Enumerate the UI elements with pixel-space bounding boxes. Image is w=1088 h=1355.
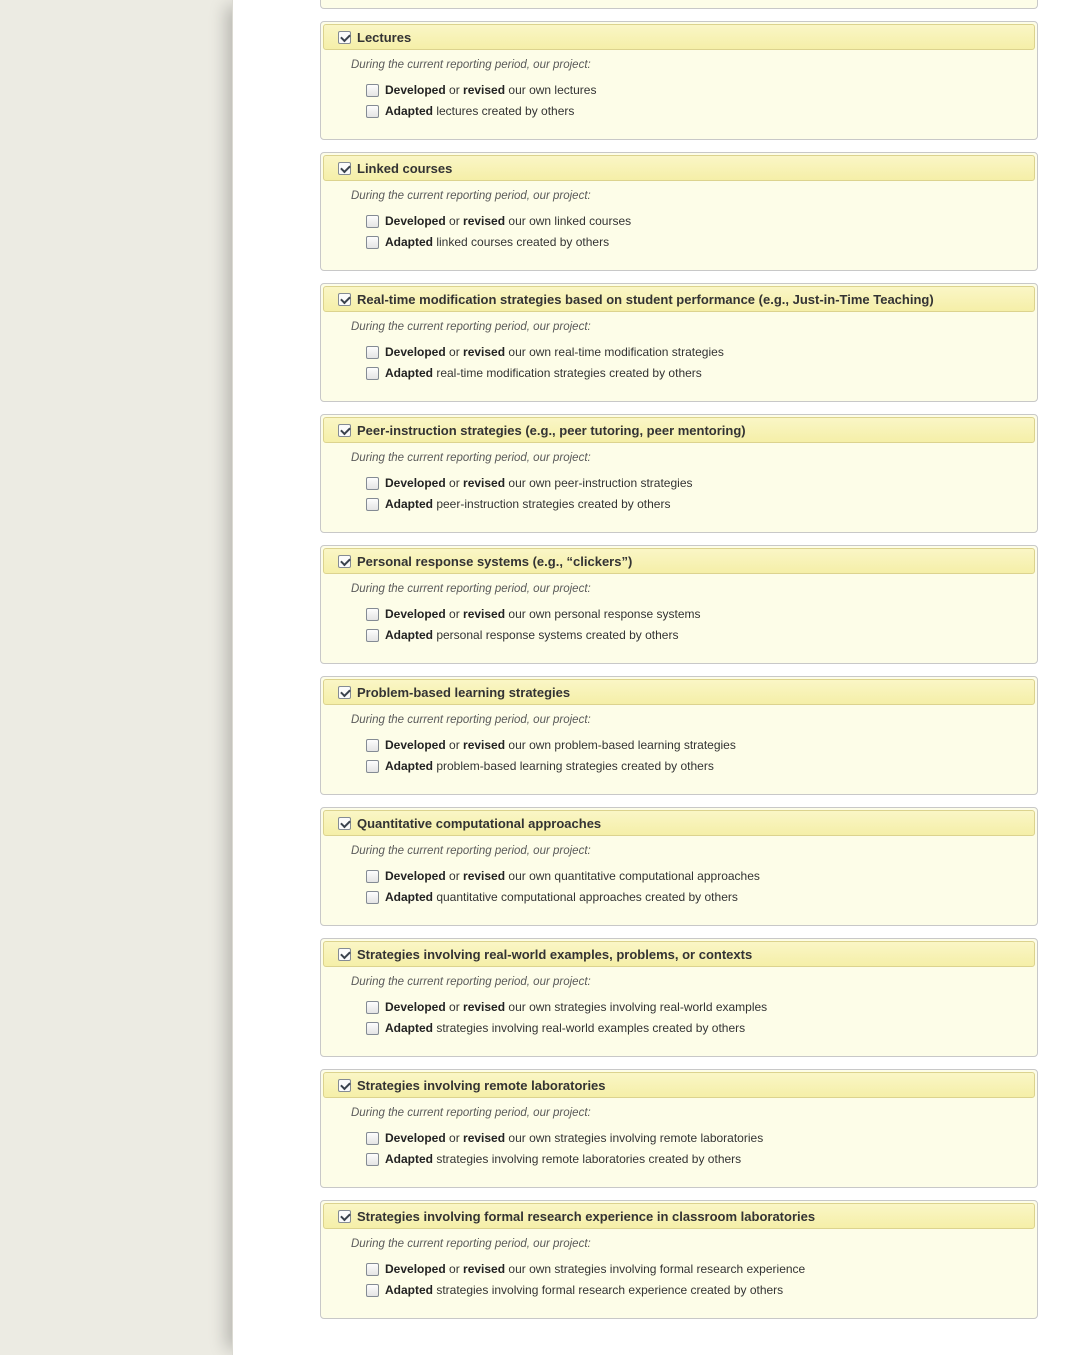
option-label — [385, 869, 760, 883]
option-label-bold: Developed — [385, 1000, 446, 1014]
option-label-text: or — [445, 607, 464, 621]
option-checkbox[interactable] — [366, 891, 379, 904]
option-row — [366, 628, 1025, 642]
option-label-text: problem-based learning strategies created by others — [433, 759, 714, 773]
option-row — [366, 1131, 1025, 1145]
strategy-section — [320, 21, 1038, 140]
strategy-section — [320, 807, 1038, 926]
option-label — [385, 607, 701, 621]
section-checkbox[interactable] — [338, 1210, 351, 1223]
option-label — [385, 345, 724, 359]
option-label-bold: Adapted — [385, 890, 433, 904]
option-row — [366, 869, 1025, 883]
option-label — [385, 1021, 745, 1035]
option-label-bold: Adapted — [385, 104, 433, 118]
option-label-text: or — [445, 1000, 464, 1014]
option-label-text: our own strategies involving formal research experience — [505, 1262, 806, 1276]
option-checkbox[interactable] — [366, 498, 379, 511]
section-body — [323, 967, 1035, 1035]
option-label-text: quantitative computational approaches created by others — [433, 890, 738, 904]
option-label-text: our own strategies involving remote laboratories — [505, 1131, 764, 1145]
option-label-bold: revised — [463, 869, 506, 883]
option-label-bold: Developed — [385, 345, 446, 359]
option-label-bold: revised — [463, 738, 506, 752]
option-label — [385, 214, 631, 228]
reporting-period-instruction: During the current reporting period, our project: — [351, 190, 591, 202]
section-title: Linked courses — [357, 160, 453, 176]
option-label-text: or — [445, 1131, 464, 1145]
option-row — [366, 235, 1025, 249]
option-label — [385, 83, 596, 97]
option-label-text: or — [445, 345, 464, 359]
section-header — [323, 1072, 1035, 1098]
option-label-text: linked courses created by others — [433, 235, 610, 249]
option-label-bold: revised — [463, 607, 506, 621]
option-label-text: or — [445, 738, 464, 752]
option-row — [366, 497, 1025, 511]
strategy-section — [320, 283, 1038, 402]
option-checkbox[interactable] — [366, 346, 379, 359]
option-label-text: or — [445, 869, 464, 883]
option-label-text: or — [445, 83, 464, 97]
option-label-text: our own real-time modification strategies — [505, 345, 724, 359]
section-header — [323, 155, 1035, 181]
section-title: Strategies involving formal research experience in classroom laboratories — [357, 1208, 816, 1224]
option-row — [366, 214, 1025, 228]
section-title: Problem-based learning strategies — [357, 684, 571, 700]
option-label — [385, 476, 693, 490]
option-label-bold: Developed — [385, 214, 446, 228]
option-row — [366, 345, 1025, 359]
option-checkbox[interactable] — [366, 1132, 379, 1145]
option-checkbox[interactable] — [366, 629, 379, 642]
reporting-period-instruction: During the current reporting period, our project: — [351, 1107, 591, 1119]
section-body — [323, 574, 1035, 642]
option-checkbox[interactable] — [366, 608, 379, 621]
option-label-text: our own quantitative computational approaches — [505, 869, 760, 883]
option-checkbox[interactable] — [366, 739, 379, 752]
previous-section-bottom-edge — [320, 0, 1038, 9]
option-label-bold: Adapted — [385, 235, 433, 249]
strategy-section — [320, 1069, 1038, 1188]
option-label-bold: Adapted — [385, 366, 433, 380]
strategy-section — [320, 414, 1038, 533]
section-checkbox[interactable] — [338, 686, 351, 699]
section-header — [323, 810, 1035, 836]
option-row — [366, 607, 1025, 621]
option-label — [385, 1131, 763, 1145]
option-label-bold: Adapted — [385, 1021, 433, 1035]
option-label-bold: revised — [463, 83, 506, 97]
strategy-section — [320, 1200, 1038, 1319]
option-label-text: peer-instruction strategies created by others — [433, 497, 671, 511]
option-checkbox[interactable] — [366, 1153, 379, 1166]
section-header — [323, 679, 1035, 705]
option-label-bold: revised — [463, 214, 506, 228]
option-label-text: or — [445, 214, 464, 228]
reporting-period-instruction: During the current reporting period, our project: — [351, 583, 591, 595]
section-body — [323, 181, 1035, 249]
option-row — [366, 476, 1025, 490]
option-label-text: our own problem-based learning strategies — [505, 738, 736, 752]
section-checkbox[interactable] — [338, 555, 351, 568]
section-header — [323, 941, 1035, 967]
section-body — [323, 1098, 1035, 1166]
option-label-bold: Adapted — [385, 628, 433, 642]
option-label-bold: revised — [463, 1000, 506, 1014]
section-checkbox[interactable] — [338, 948, 351, 961]
option-label-text: our own peer-instruction strategies — [505, 476, 693, 490]
reporting-period-instruction: During the current reporting period, our project: — [351, 1238, 591, 1250]
strategy-section — [320, 545, 1038, 664]
option-row — [366, 104, 1025, 118]
option-label-bold: Developed — [385, 869, 446, 883]
option-checkbox[interactable] — [366, 477, 379, 490]
option-label — [385, 759, 714, 773]
option-checkbox[interactable] — [366, 870, 379, 883]
option-row — [366, 738, 1025, 752]
option-label-bold: Adapted — [385, 1152, 433, 1166]
option-label — [385, 1000, 767, 1014]
option-label-bold: Developed — [385, 83, 446, 97]
reporting-period-instruction: During the current reporting period, our project: — [351, 976, 591, 988]
option-label — [385, 1283, 783, 1297]
option-label-text: real-time modification strategies created by others — [433, 366, 702, 380]
option-checkbox[interactable] — [366, 1001, 379, 1014]
option-label-bold: Adapted — [385, 759, 433, 773]
option-row — [366, 1283, 1025, 1297]
option-label-bold: Developed — [385, 476, 446, 490]
option-label — [385, 890, 738, 904]
section-title: Personal response systems (e.g., “clickers”) — [357, 553, 633, 569]
section-title: Lectures — [357, 29, 412, 45]
section-title: Real-time modification strategies based on student performance (e.g., Just-in-Time Teaching) — [357, 291, 934, 307]
page-left-margin — [0, 0, 232, 1355]
option-row — [366, 1000, 1025, 1014]
section-checkbox[interactable] — [338, 162, 351, 175]
section-header — [323, 1203, 1035, 1229]
option-label-bold: revised — [463, 345, 506, 359]
section-body — [323, 50, 1035, 118]
reporting-period-instruction: During the current reporting period, our project: — [351, 59, 591, 71]
option-label — [385, 104, 574, 118]
option-checkbox[interactable] — [366, 367, 379, 380]
section-header — [323, 24, 1035, 50]
option-label-bold: revised — [463, 1262, 506, 1276]
section-body — [323, 1229, 1035, 1297]
option-label-text: our own linked courses — [505, 214, 632, 228]
option-label — [385, 628, 678, 642]
option-label-bold: Adapted — [385, 1283, 433, 1297]
section-checkbox[interactable] — [338, 1079, 351, 1092]
option-checkbox[interactable] — [366, 760, 379, 773]
option-label-bold: revised — [463, 1131, 506, 1145]
option-label-text: our own strategies involving real-world examples — [505, 1000, 768, 1014]
option-label — [385, 235, 609, 249]
option-label — [385, 1262, 805, 1276]
option-checkbox[interactable] — [366, 215, 379, 228]
option-checkbox[interactable] — [366, 236, 379, 249]
section-body — [323, 443, 1035, 511]
option-label-text: personal response systems created by others — [433, 628, 679, 642]
section-checkbox[interactable] — [338, 424, 351, 437]
reporting-period-instruction: During the current reporting period, our project: — [351, 714, 591, 726]
option-checkbox[interactable] — [366, 1263, 379, 1276]
option-label-text: strategies involving formal research experience created by others — [433, 1283, 784, 1297]
option-row — [366, 1021, 1025, 1035]
section-checkbox[interactable] — [338, 293, 351, 306]
option-row — [366, 1262, 1025, 1276]
option-checkbox[interactable] — [366, 84, 379, 97]
strategy-section — [320, 152, 1038, 271]
option-label-bold: Adapted — [385, 497, 433, 511]
option-checkbox[interactable] — [366, 1284, 379, 1297]
option-label-text: or — [445, 1262, 464, 1276]
option-label-text: our own personal response systems — [505, 607, 701, 621]
option-checkbox[interactable] — [366, 105, 379, 118]
section-body — [323, 836, 1035, 904]
option-label-bold: revised — [463, 476, 506, 490]
option-label-bold: Developed — [385, 607, 446, 621]
section-title: Quantitative computational approaches — [357, 815, 602, 831]
section-header — [323, 548, 1035, 574]
option-label-text: strategies involving real-world examples created by others — [433, 1021, 746, 1035]
option-label — [385, 366, 702, 380]
option-label-text: strategies involving remote laboratories created by others — [433, 1152, 742, 1166]
option-checkbox[interactable] — [366, 1022, 379, 1035]
reporting-period-instruction: During the current reporting period, our project: — [351, 845, 591, 857]
option-row — [366, 83, 1025, 97]
option-label-text: our own lectures — [505, 83, 597, 97]
option-label-text: or — [445, 476, 464, 490]
section-checkbox[interactable] — [338, 31, 351, 44]
section-title: Peer-instruction strategies (e.g., peer tutoring, peer mentoring) — [357, 422, 746, 438]
option-row — [366, 366, 1025, 380]
option-label-bold: Developed — [385, 1131, 446, 1145]
section-header — [323, 417, 1035, 443]
section-body — [323, 312, 1035, 380]
option-row — [366, 759, 1025, 773]
option-label-bold: Developed — [385, 1262, 446, 1276]
option-label-text: lectures created by others — [433, 104, 575, 118]
section-title: Strategies involving real-world examples, problems, or contexts — [357, 946, 753, 962]
strategy-section — [320, 676, 1038, 795]
option-row — [366, 1152, 1025, 1166]
reporting-period-instruction: During the current reporting period, our project: — [351, 452, 591, 464]
content-sheet — [232, 0, 1088, 1355]
section-title: Strategies involving remote laboratories — [357, 1077, 606, 1093]
section-body — [323, 705, 1035, 773]
option-label — [385, 738, 736, 752]
option-label-bold: Developed — [385, 738, 446, 752]
reporting-period-instruction: During the current reporting period, our project: — [351, 321, 591, 333]
option-label — [385, 497, 670, 511]
section-header — [323, 286, 1035, 312]
section-checkbox[interactable] — [338, 817, 351, 830]
option-row — [366, 890, 1025, 904]
option-label — [385, 1152, 741, 1166]
strategy-section — [320, 938, 1038, 1057]
